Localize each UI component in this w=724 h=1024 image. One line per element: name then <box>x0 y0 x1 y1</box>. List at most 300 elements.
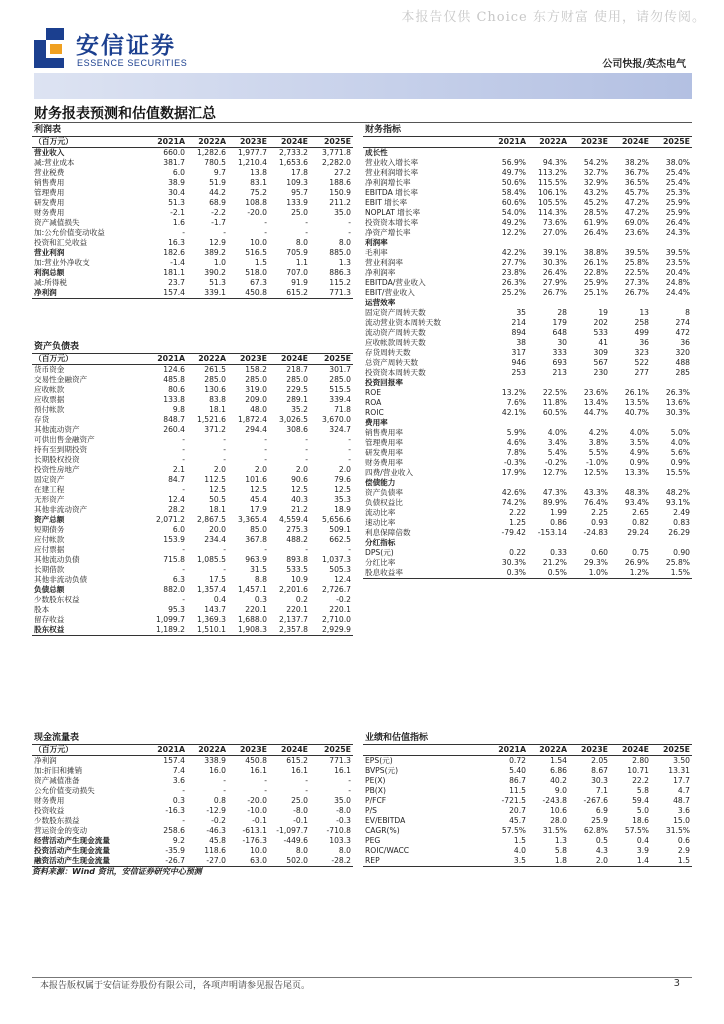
row-value: 48.0 <box>250 405 267 414</box>
row-label: EBIT/营业收入 <box>365 288 415 297</box>
row-value: 115.2 <box>329 278 351 287</box>
row-value: 260.4 <box>163 425 185 434</box>
row-value: 371.2 <box>204 425 226 434</box>
row-value: 20.4% <box>665 268 690 277</box>
table-row <box>32 425 353 435</box>
row-value: 10.0 <box>250 846 267 855</box>
row-label: 加:公允价值变动收益 <box>34 228 105 237</box>
row-value: 1.1 <box>295 258 308 267</box>
row-value: 22.2 <box>632 776 649 785</box>
row-value: 74.2% <box>501 498 526 507</box>
row-value: 118.6 <box>204 846 226 855</box>
year-header: 2022A <box>187 745 228 756</box>
row-value: 27.2 <box>334 168 351 177</box>
row-value: 4.7 <box>677 786 690 795</box>
row-value: 229.5 <box>286 385 308 394</box>
unit-label <box>363 745 487 756</box>
row-value: 771.3 <box>310 288 353 299</box>
table-row <box>32 485 353 495</box>
year-header: 2022A <box>528 137 569 148</box>
row-value: 8.8 <box>254 575 267 584</box>
row-value: 3,771.8 <box>322 148 351 157</box>
row-value: 705.9 <box>286 248 308 257</box>
row-value: 23.6% <box>583 388 608 397</box>
row-value: 12.5 <box>291 485 308 494</box>
row-value: 10.9 <box>291 575 308 584</box>
row-label: 营业收入 <box>34 148 65 157</box>
table-row <box>32 248 353 258</box>
row-label: 固定资产周转天数 <box>365 308 426 317</box>
row-value: 389.2 <box>204 248 226 257</box>
table-row <box>32 415 353 425</box>
row-value: 0.75 <box>632 548 649 557</box>
row-value: - <box>305 545 308 554</box>
row-value: 946 <box>511 358 526 367</box>
row-label: 短期债务 <box>34 525 65 534</box>
row-value: 26.9% <box>624 558 649 567</box>
row-value: 29.3% <box>583 558 608 567</box>
row-value: 26.29 <box>668 528 690 537</box>
financial-indicators-table <box>363 123 692 579</box>
table-row <box>32 218 353 228</box>
row-label: 长期借款 <box>34 565 65 574</box>
row-value: 7.8% <box>506 448 526 457</box>
row-label: 净利润 <box>34 756 57 765</box>
row-value: 54.0% <box>501 208 526 217</box>
table-caption-row <box>32 731 353 745</box>
row-label: 净利润率 <box>365 268 396 277</box>
row-value: -27.0 <box>187 856 228 867</box>
row-value: 10.6 <box>550 806 567 815</box>
row-value: 49.2% <box>501 218 526 227</box>
row-value: 0.6 <box>677 836 690 845</box>
row-value: 86.7 <box>509 776 526 785</box>
row-label: 流动资产周转天数 <box>365 328 426 337</box>
row-value: 45.7 <box>509 816 526 825</box>
year-header: 2025E <box>310 354 353 365</box>
row-value: 220.1 <box>245 605 267 614</box>
row-label: 留存收益 <box>34 615 65 624</box>
table-title: 资产负债表 <box>32 340 353 354</box>
row-value: 220.1 <box>329 605 351 614</box>
row-label: 研发费用率 <box>365 448 403 457</box>
row-value: 31.5% <box>665 826 690 835</box>
indicator-group-heading <box>363 418 692 428</box>
row-label: 速动比率 <box>365 518 396 527</box>
row-value: 0.5% <box>528 568 569 579</box>
row-value: 16.1 <box>334 766 351 775</box>
row-label: 股息收益率 <box>363 568 487 579</box>
row-value: 71.8 <box>334 405 351 414</box>
row-value: 12.9 <box>209 238 226 247</box>
row-value: 5.8 <box>636 786 649 795</box>
table-row <box>363 278 692 288</box>
row-value: 2.1 <box>172 465 185 474</box>
row-value: 16.1 <box>291 766 308 775</box>
year-header: 2022A <box>187 137 228 148</box>
valuation-table <box>363 731 692 867</box>
row-value: 85.0 <box>250 525 267 534</box>
table-row <box>363 468 692 478</box>
row-value: 30.4 <box>168 188 185 197</box>
row-value: 771.3 <box>329 756 351 765</box>
table-row <box>32 605 353 615</box>
row-value: 1.25 <box>509 518 526 527</box>
row-value: 18.1 <box>209 405 226 414</box>
brand-name-cn: 安信证券 <box>76 33 176 59</box>
row-value: 38.0% <box>665 158 690 167</box>
row-value: 502.0 <box>269 856 310 867</box>
row-value: 8.0 <box>338 238 351 247</box>
row-value: 2.80 <box>632 756 649 765</box>
row-value: 84.7 <box>168 475 185 484</box>
row-value: 133.9 <box>286 198 308 207</box>
row-value: 2,867.5 <box>197 515 226 524</box>
row-value: -26.7 <box>146 856 187 867</box>
row-label: DPS(元) <box>365 548 394 557</box>
row-value: - <box>182 816 185 825</box>
row-label: 融资活动产生现金流量 <box>32 856 146 867</box>
table-row <box>363 198 692 208</box>
row-value: 0.72 <box>509 756 526 765</box>
indicator-group-heading <box>363 148 692 159</box>
row-label: 财务费用率 <box>365 458 403 467</box>
row-value: - <box>348 228 351 237</box>
table-row <box>363 268 692 278</box>
row-value: 43.3% <box>583 488 608 497</box>
row-value: 25.4% <box>665 178 690 187</box>
row-value: 8 <box>685 308 690 317</box>
row-value: 50.5 <box>209 495 226 504</box>
row-value: 6.0 <box>172 525 185 534</box>
table-row <box>32 585 353 595</box>
row-value: 289.1 <box>286 395 308 404</box>
row-value: 3.50 <box>673 756 690 765</box>
row-value: 17.7 <box>673 776 690 785</box>
row-value: 45.4 <box>250 495 267 504</box>
row-value: 516.5 <box>245 248 267 257</box>
row-value: 17.9% <box>501 468 526 477</box>
row-value: 12.4 <box>168 495 185 504</box>
row-value: - <box>182 445 185 454</box>
row-value: 18.1 <box>209 505 226 514</box>
row-value: 5.5% <box>588 448 608 457</box>
row-label: 无形资产 <box>34 495 65 504</box>
row-value: 27.7% <box>501 258 526 267</box>
table-row <box>32 238 353 248</box>
table-row <box>32 278 353 288</box>
row-value: -2.1 <box>170 208 185 217</box>
table-row <box>32 405 353 415</box>
row-value: -721.5 <box>501 796 526 805</box>
row-value: 522 <box>634 358 649 367</box>
balance-sheet-table <box>32 340 353 636</box>
row-value: -10.0 <box>247 806 267 815</box>
table-row <box>32 836 353 846</box>
row-value: 13.6% <box>665 398 690 407</box>
table-header-row <box>363 745 692 756</box>
table-row <box>32 515 353 525</box>
row-value: 381.7 <box>163 158 185 167</box>
income-statement-table <box>32 123 353 299</box>
row-value: 30.3% <box>542 258 567 267</box>
row-value: 275.3 <box>286 525 308 534</box>
table-row <box>363 248 692 258</box>
row-value: 285 <box>675 368 690 377</box>
row-value: 30.3% <box>665 408 690 417</box>
table-caption-row <box>363 123 692 137</box>
row-value: 450.8 <box>245 756 267 765</box>
page-number: 3 <box>673 978 680 989</box>
table-row <box>363 388 692 398</box>
row-value: 662.5 <box>329 535 351 544</box>
row-value: - <box>182 545 185 554</box>
row-value: 3.6 <box>172 776 185 785</box>
row-value: 91.9 <box>291 278 308 287</box>
unit-label: （百万元） <box>32 745 146 756</box>
row-label: 减:营业成本 <box>34 158 75 167</box>
row-value: -0.1 <box>293 816 308 825</box>
row-value: 277 <box>634 368 649 377</box>
row-value: - <box>348 435 351 444</box>
row-value: 13.2% <box>501 388 526 397</box>
row-value: 7.6% <box>506 398 526 407</box>
row-value: 31.5% <box>542 826 567 835</box>
table-row <box>32 445 353 455</box>
row-value: 44.7% <box>583 408 608 417</box>
table-title: 业绩和估值指标 <box>363 731 692 745</box>
row-value: 0.3 <box>172 796 185 805</box>
row-value: 25.2% <box>501 288 526 297</box>
row-label: 资产总额 <box>34 515 65 524</box>
table-row <box>32 288 353 299</box>
row-value: 882.0 <box>163 585 185 594</box>
group-heading: 运营效率 <box>365 298 396 307</box>
row-label: 总资产周转天数 <box>365 358 419 367</box>
year-header: 2023E <box>569 137 610 148</box>
row-value: - <box>223 565 226 574</box>
row-value: 261.5 <box>204 365 226 374</box>
row-value: 56.9% <box>501 158 526 167</box>
row-value: 0.33 <box>550 548 567 557</box>
row-value: 57.5% <box>501 826 526 835</box>
row-value: 73.6% <box>542 218 567 227</box>
row-value: - <box>182 228 185 237</box>
row-value: - <box>223 776 226 785</box>
table-row <box>32 268 353 278</box>
row-label: 资产减值准备 <box>34 776 80 785</box>
row-value: 35 <box>516 308 526 317</box>
row-value: 21.2% <box>542 558 567 567</box>
row-value: 12.5% <box>583 468 608 477</box>
row-value: -0.2% <box>544 458 567 467</box>
row-value: - <box>348 455 351 464</box>
row-value: 285.0 <box>329 375 351 384</box>
row-value: 488 <box>675 358 690 367</box>
table-row <box>32 525 353 535</box>
row-value: 26.4% <box>665 218 690 227</box>
table-row <box>363 806 692 816</box>
row-value: 47.2% <box>624 208 649 217</box>
row-label: 交易性金融资产 <box>34 375 88 384</box>
row-value: 1,189.2 <box>146 625 187 636</box>
row-value: - <box>305 228 308 237</box>
table-header-row <box>363 137 692 148</box>
row-value: 26.7% <box>542 288 567 297</box>
table-row <box>32 796 353 806</box>
row-value: 25.8% <box>665 558 690 567</box>
row-value: 5.40 <box>509 766 526 775</box>
row-value: 36.5% <box>624 178 649 187</box>
year-header: 2022A <box>528 745 569 756</box>
table-row <box>363 488 692 498</box>
row-value: 485.8 <box>163 375 185 384</box>
watermark-text: 本报告仅供 Choice 东方财富 使用，请勿传阅。 <box>401 10 706 25</box>
row-value: 44.2 <box>209 188 226 197</box>
row-value: 2,726.7 <box>322 585 351 594</box>
row-value: - <box>223 228 226 237</box>
row-value: 12.4 <box>334 575 351 584</box>
table-row <box>32 435 353 445</box>
row-value: 17.5 <box>209 575 226 584</box>
table-row <box>32 846 353 856</box>
row-label: 应付帐款 <box>34 535 65 544</box>
row-value: 338.9 <box>204 756 226 765</box>
row-label: 销售费用率 <box>365 428 403 437</box>
row-value: 158.2 <box>245 365 267 374</box>
row-value: -12.9 <box>206 806 226 815</box>
table-row <box>363 796 692 806</box>
row-value: 26.3% <box>665 388 690 397</box>
row-value: 182.6 <box>163 248 185 257</box>
table-row <box>363 218 692 228</box>
row-value: 143.7 <box>204 605 226 614</box>
row-value: 1,510.1 <box>187 625 228 636</box>
table-row <box>363 318 692 328</box>
row-value: 13.3% <box>624 468 649 477</box>
row-label: 预付帐款 <box>34 405 65 414</box>
table-row <box>363 438 692 448</box>
row-value: 12.2% <box>501 228 526 237</box>
row-value: 4.2% <box>588 428 608 437</box>
row-value: 317 <box>511 348 526 357</box>
table-row <box>32 776 353 786</box>
row-label: 净资产增长率 <box>365 228 411 237</box>
row-value: 5,656.6 <box>322 515 351 524</box>
row-value: 28.2 <box>168 505 185 514</box>
row-value: 218.7 <box>286 365 308 374</box>
row-value: 505.3 <box>329 565 351 574</box>
row-value: 5.4% <box>547 448 567 457</box>
row-value: 309 <box>593 348 608 357</box>
table-row <box>363 528 692 538</box>
group-heading: 分红指标 <box>365 538 396 547</box>
row-value: 2.65 <box>632 508 649 517</box>
row-value: 45.2% <box>583 198 608 207</box>
row-value: 9.0 <box>554 786 567 795</box>
row-label: CAGR(%) <box>365 826 400 835</box>
table-row <box>32 535 353 545</box>
row-value: 38.2% <box>624 158 649 167</box>
row-label: 加:营业外净收支 <box>34 258 90 267</box>
row-label: 营运资金的变动 <box>34 826 88 835</box>
row-label: 其他流动负债 <box>34 555 80 564</box>
table-row <box>32 385 353 395</box>
year-header: 2025E <box>310 137 353 148</box>
row-value: 0.3 <box>254 595 267 604</box>
row-value: - <box>182 786 185 795</box>
row-value: 76.4% <box>583 498 608 507</box>
table-row <box>363 398 692 408</box>
row-value: 23.6% <box>624 228 649 237</box>
table-row <box>32 198 353 208</box>
row-value: 25.1% <box>583 288 608 297</box>
row-value: 68.9 <box>209 198 226 207</box>
year-header: 2021A <box>146 354 187 365</box>
row-value: 0.93 <box>591 518 608 527</box>
table-caption-row <box>32 123 353 137</box>
table-row <box>363 836 692 846</box>
row-value: 105.5% <box>538 198 567 207</box>
row-value: 95.7 <box>291 188 308 197</box>
row-value: 11.8% <box>542 398 567 407</box>
row-value: 10.71 <box>627 766 649 775</box>
table-row <box>363 428 692 438</box>
year-header: 2023E <box>228 745 269 756</box>
row-value: 258.6 <box>163 826 185 835</box>
row-value: 211.2 <box>329 198 351 207</box>
row-value: 1.5% <box>651 568 692 579</box>
row-value: 22.5% <box>542 388 567 397</box>
row-value: 4,559.4 <box>279 515 308 524</box>
row-value: 0.9% <box>629 458 649 467</box>
row-value: 41 <box>598 338 608 347</box>
row-value: -0.3 <box>336 816 351 825</box>
row-value: -1.0% <box>585 458 608 467</box>
row-value: - <box>182 595 185 604</box>
row-value: - <box>264 228 267 237</box>
row-value: 23.5% <box>665 258 690 267</box>
page-title: 财务报表预测和估值数据汇总 <box>34 106 216 122</box>
table-row <box>32 365 353 376</box>
row-value: 1,653.6 <box>279 158 308 167</box>
row-value: 5.0% <box>670 428 690 437</box>
row-value: 26.4% <box>542 268 567 277</box>
table-row <box>363 208 692 218</box>
row-label: 持有至到期投资 <box>34 445 88 454</box>
table-caption-row <box>363 731 692 745</box>
row-value: 214 <box>511 318 526 327</box>
table-row <box>363 228 692 238</box>
row-value: 42.2% <box>501 248 526 257</box>
row-value: 79.6 <box>334 475 351 484</box>
row-value: 1,210.4 <box>238 158 267 167</box>
row-value: 63.0 <box>228 856 269 867</box>
row-value: 25.8% <box>624 258 649 267</box>
row-label: 在建工程 <box>34 485 65 494</box>
row-value: 274 <box>675 318 690 327</box>
row-value: 75.2 <box>250 188 267 197</box>
row-value: 258 <box>634 318 649 327</box>
row-value: -243.8 <box>542 796 567 805</box>
row-value: 660.0 <box>163 148 185 157</box>
row-value: 13.8 <box>250 168 267 177</box>
table-row <box>32 565 353 575</box>
row-value: 12.5 <box>250 485 267 494</box>
row-value: 1,282.6 <box>197 148 226 157</box>
row-value: 13.5% <box>624 398 649 407</box>
row-value: - <box>348 545 351 554</box>
